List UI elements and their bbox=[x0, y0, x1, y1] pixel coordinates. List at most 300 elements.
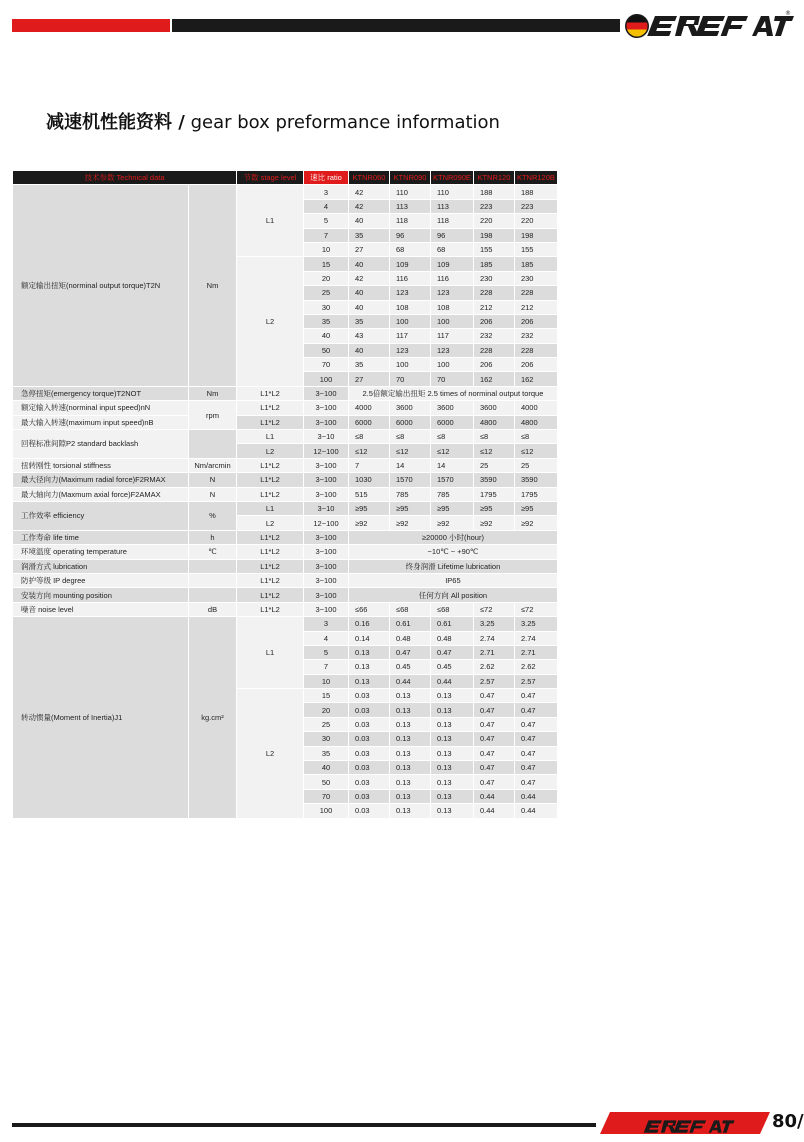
ratio-cell: 50 bbox=[304, 344, 348, 357]
value-cell: 2.62 bbox=[515, 660, 557, 673]
unit-cell: dB bbox=[189, 603, 236, 616]
value-cell: 198 bbox=[474, 229, 514, 242]
header-black-bar bbox=[172, 19, 620, 32]
value-cell: 1795 bbox=[515, 488, 557, 501]
value-cell: ≤12 bbox=[431, 444, 473, 457]
value-cell: ≥92 bbox=[431, 516, 473, 529]
value-cell: 0.13 bbox=[431, 732, 473, 745]
stiffness-label: 扭转刚性 torsional stiffness bbox=[13, 459, 188, 472]
stage-cell: L1*L2 bbox=[237, 459, 303, 472]
ratio-cell: 3~100 bbox=[304, 560, 348, 573]
merged-value-cell: ≥20000 小时(hour) bbox=[349, 531, 557, 544]
value-cell: ≤12 bbox=[390, 444, 430, 457]
value-cell: 0.13 bbox=[390, 703, 430, 716]
header-model: KTNR120B bbox=[515, 171, 557, 184]
value-cell: 0.13 bbox=[431, 790, 473, 803]
ratio-cell: 15 bbox=[304, 257, 348, 270]
value-cell: 70 bbox=[390, 372, 430, 385]
table-row bbox=[13, 416, 557, 429]
value-cell: 3.25 bbox=[474, 617, 514, 630]
value-cell: 42 bbox=[349, 200, 389, 213]
merged-value-cell: IP65 bbox=[349, 574, 557, 587]
value-cell: ≥92 bbox=[515, 516, 557, 529]
header-model: KTNR090 bbox=[390, 171, 430, 184]
value-cell: 123 bbox=[390, 286, 430, 299]
page-title-cn: 减速机性能资料 / bbox=[46, 112, 185, 133]
value-cell: 0.47 bbox=[515, 689, 557, 702]
value-cell: 27 bbox=[349, 243, 389, 256]
value-cell: 185 bbox=[474, 257, 514, 270]
footer-brand-logo bbox=[600, 1112, 770, 1134]
value-cell: 0.03 bbox=[349, 703, 389, 716]
table-row bbox=[13, 531, 557, 544]
value-cell: 100 bbox=[390, 315, 430, 328]
value-cell: 223 bbox=[474, 200, 514, 213]
value-cell: 123 bbox=[431, 286, 473, 299]
value-cell: ≤68 bbox=[390, 603, 430, 616]
footer-black-bar bbox=[12, 1123, 596, 1127]
value-cell: 162 bbox=[474, 372, 514, 385]
value-cell: 35 bbox=[349, 358, 389, 371]
value-cell: 0.13 bbox=[390, 718, 430, 731]
value-cell: 113 bbox=[431, 200, 473, 213]
value-cell: 0.47 bbox=[474, 689, 514, 702]
value-cell: 206 bbox=[515, 315, 557, 328]
value-cell: 42 bbox=[349, 272, 389, 285]
value-cell: 0.44 bbox=[390, 675, 430, 688]
value-cell: 0.13 bbox=[390, 790, 430, 803]
speed-in-label: 额定输入转速(norminal input speed)nN bbox=[13, 401, 188, 414]
stage-cell: L2 bbox=[237, 444, 303, 457]
value-cell: ≤8 bbox=[474, 430, 514, 443]
ratio-cell: 10 bbox=[304, 675, 348, 688]
value-cell: 123 bbox=[431, 344, 473, 357]
value-cell: ≥95 bbox=[515, 502, 557, 515]
value-cell: 7 bbox=[349, 459, 389, 472]
value-cell: 3600 bbox=[390, 401, 430, 414]
ratio-cell: 30 bbox=[304, 301, 348, 314]
value-cell: 223 bbox=[515, 200, 557, 213]
stage-cell: L1 bbox=[237, 617, 303, 688]
value-cell: 0.48 bbox=[390, 632, 430, 645]
unit-cell bbox=[189, 430, 236, 458]
ratio-cell: 5 bbox=[304, 646, 348, 659]
value-cell: 25 bbox=[474, 459, 514, 472]
value-cell: 0.14 bbox=[349, 632, 389, 645]
value-cell: 25 bbox=[515, 459, 557, 472]
value-cell: ≥95 bbox=[349, 502, 389, 515]
value-cell: 188 bbox=[515, 185, 557, 198]
value-cell: 3.25 bbox=[515, 617, 557, 630]
ratio-cell: 25 bbox=[304, 718, 348, 731]
table-row bbox=[13, 473, 557, 486]
value-cell: 110 bbox=[431, 185, 473, 198]
value-cell: ≤8 bbox=[349, 430, 389, 443]
value-cell: 6000 bbox=[349, 416, 389, 429]
value-cell: ≤72 bbox=[474, 603, 514, 616]
page-number: 80/ bbox=[772, 1111, 804, 1132]
merged-value-cell: 2.5倍额定输出扭矩 2.5 times of norminal output torque bbox=[349, 387, 557, 400]
value-cell: 0.13 bbox=[390, 747, 430, 760]
value-cell: 212 bbox=[474, 301, 514, 314]
value-cell: 3590 bbox=[515, 473, 557, 486]
table-row bbox=[13, 488, 557, 501]
value-cell: ≤12 bbox=[515, 444, 557, 457]
header-model: KTNR120 bbox=[474, 171, 514, 184]
ratio-cell: 3 bbox=[304, 617, 348, 630]
ratio-cell: 3~100 bbox=[304, 603, 348, 616]
value-cell: 0.13 bbox=[390, 732, 430, 745]
value-cell: 0.48 bbox=[431, 632, 473, 645]
header-tech: 技术参数 Technical data bbox=[13, 171, 236, 184]
stage-cell: L1*L2 bbox=[237, 488, 303, 501]
value-cell: 100 bbox=[431, 315, 473, 328]
value-cell: 27 bbox=[349, 372, 389, 385]
value-cell: 96 bbox=[390, 229, 430, 242]
value-cell: 1570 bbox=[431, 473, 473, 486]
value-cell: 108 bbox=[390, 301, 430, 314]
page-title bbox=[46, 108, 500, 134]
value-cell: 118 bbox=[431, 214, 473, 227]
value-cell: 0.47 bbox=[474, 732, 514, 745]
value-cell: 4800 bbox=[474, 416, 514, 429]
value-cell: ≥95 bbox=[390, 502, 430, 515]
speed-max-label: 最大输入转速(maximum input speed)nB bbox=[13, 416, 188, 429]
value-cell: 0.47 bbox=[515, 732, 557, 745]
stage-cell: L1 bbox=[237, 185, 303, 256]
value-cell: 4000 bbox=[349, 401, 389, 414]
ratio-cell: 12~100 bbox=[304, 444, 348, 457]
value-cell: 40 bbox=[349, 344, 389, 357]
value-cell: 6000 bbox=[431, 416, 473, 429]
stage-cell: L2 bbox=[237, 689, 303, 818]
unit-cell: % bbox=[189, 502, 236, 530]
value-cell: 0.47 bbox=[515, 775, 557, 788]
value-cell: 0.61 bbox=[390, 617, 430, 630]
value-cell: 0.13 bbox=[431, 689, 473, 702]
ratio-cell: 3~10 bbox=[304, 502, 348, 515]
value-cell: 96 bbox=[431, 229, 473, 242]
value-cell: ≥92 bbox=[349, 516, 389, 529]
value-cell: ≥95 bbox=[474, 502, 514, 515]
stage-cell: L2 bbox=[237, 257, 303, 386]
value-cell: 0.13 bbox=[390, 689, 430, 702]
value-cell: 0.03 bbox=[349, 804, 389, 817]
unit-cell: N bbox=[189, 473, 236, 486]
ratio-cell: 3~100 bbox=[304, 531, 348, 544]
value-cell: ≤8 bbox=[515, 430, 557, 443]
value-cell: 117 bbox=[390, 329, 430, 342]
value-cell: 110 bbox=[390, 185, 430, 198]
unit-cell: ℃ bbox=[189, 545, 236, 558]
ratio-cell: 40 bbox=[304, 329, 348, 342]
header-model: KTNR090E bbox=[431, 171, 473, 184]
value-cell: ≤72 bbox=[515, 603, 557, 616]
value-cell: 35 bbox=[349, 315, 389, 328]
ratio-cell: 3~100 bbox=[304, 488, 348, 501]
value-cell: 43 bbox=[349, 329, 389, 342]
unit-cell: Nm/arcmin bbox=[189, 459, 236, 472]
ratio-cell: 50 bbox=[304, 775, 348, 788]
stage-cell: L1*L2 bbox=[237, 560, 303, 573]
value-cell: 3600 bbox=[474, 401, 514, 414]
value-cell: 42 bbox=[349, 185, 389, 198]
value-cell: 0.03 bbox=[349, 790, 389, 803]
value-cell: ≤68 bbox=[431, 603, 473, 616]
spec-table bbox=[12, 170, 558, 819]
ratio-cell: 20 bbox=[304, 272, 348, 285]
ratio-cell: 3~10 bbox=[304, 430, 348, 443]
value-cell: 1570 bbox=[390, 473, 430, 486]
value-cell: 212 bbox=[515, 301, 557, 314]
value-cell: 117 bbox=[431, 329, 473, 342]
value-cell: 0.44 bbox=[474, 804, 514, 817]
value-cell: 198 bbox=[515, 229, 557, 242]
unit-cell: h bbox=[189, 531, 236, 544]
value-cell: 6000 bbox=[390, 416, 430, 429]
value-cell: 0.47 bbox=[474, 761, 514, 774]
backlash-label: 回程标准间隙P2 standard backlash bbox=[13, 430, 188, 458]
value-cell: 206 bbox=[515, 358, 557, 371]
value-cell: 0.47 bbox=[474, 703, 514, 716]
page-title-en: gear box preformance information bbox=[184, 112, 500, 133]
value-cell: 2.71 bbox=[474, 646, 514, 659]
value-cell: 0.03 bbox=[349, 761, 389, 774]
ratio-cell: 3~100 bbox=[304, 574, 348, 587]
value-cell: 14 bbox=[431, 459, 473, 472]
value-cell: 3590 bbox=[474, 473, 514, 486]
value-cell: 0.13 bbox=[390, 775, 430, 788]
ratio-cell: 3 bbox=[304, 185, 348, 198]
value-cell: 2.74 bbox=[474, 632, 514, 645]
value-cell: 68 bbox=[390, 243, 430, 256]
table-row bbox=[13, 588, 557, 601]
table-row bbox=[13, 502, 557, 515]
value-cell: 0.03 bbox=[349, 718, 389, 731]
ratio-cell: 3~100 bbox=[304, 588, 348, 601]
torque-label: 额定输出扭矩(norminal output torque)T2N bbox=[13, 185, 188, 385]
stage-cell: L1*L2 bbox=[237, 401, 303, 414]
value-cell: 113 bbox=[390, 200, 430, 213]
value-cell: 109 bbox=[431, 257, 473, 270]
value-cell: 785 bbox=[390, 488, 430, 501]
noise-label: 噪音 noise level bbox=[13, 603, 188, 616]
merged-value-cell: 任何方向 All position bbox=[349, 588, 557, 601]
value-cell: 4000 bbox=[515, 401, 557, 414]
value-cell: 188 bbox=[474, 185, 514, 198]
value-cell: 116 bbox=[390, 272, 430, 285]
life-label: 工作寿命 life time bbox=[13, 531, 188, 544]
mount-label: 安装方向 mounting position bbox=[13, 588, 188, 601]
stage-cell: L1*L2 bbox=[237, 574, 303, 587]
ratio-cell: 100 bbox=[304, 372, 348, 385]
value-cell: 4800 bbox=[515, 416, 557, 429]
table-row bbox=[13, 545, 557, 558]
value-cell: 100 bbox=[390, 358, 430, 371]
stage-cell: L1*L2 bbox=[237, 473, 303, 486]
value-cell: ≤66 bbox=[349, 603, 389, 616]
ratio-cell: 70 bbox=[304, 790, 348, 803]
table-row bbox=[13, 401, 557, 414]
svg-text:®: ® bbox=[785, 10, 791, 17]
ratio-cell: 3~100 bbox=[304, 459, 348, 472]
value-cell: 2.62 bbox=[474, 660, 514, 673]
value-cell: 1030 bbox=[349, 473, 389, 486]
value-cell: 0.13 bbox=[390, 761, 430, 774]
ratio-cell: 3~100 bbox=[304, 473, 348, 486]
value-cell: 108 bbox=[431, 301, 473, 314]
ratio-cell: 3~100 bbox=[304, 545, 348, 558]
value-cell: 68 bbox=[431, 243, 473, 256]
header-model: KTNR060 bbox=[349, 171, 389, 184]
value-cell: 2.71 bbox=[515, 646, 557, 659]
inertia-label: 转动惯量(Moment of Inertia)J1 bbox=[13, 617, 188, 817]
value-cell: ≤8 bbox=[431, 430, 473, 443]
value-cell: 0.03 bbox=[349, 732, 389, 745]
value-cell: 109 bbox=[390, 257, 430, 270]
unit-cell bbox=[189, 588, 236, 601]
table-row bbox=[13, 459, 557, 472]
unit-cell: rpm bbox=[189, 401, 236, 429]
stage-cell: L2 bbox=[237, 516, 303, 529]
value-cell: 0.47 bbox=[515, 761, 557, 774]
header-stage: 节数 stage level bbox=[237, 171, 303, 184]
value-cell: 0.13 bbox=[431, 761, 473, 774]
ratio-cell: 70 bbox=[304, 358, 348, 371]
value-cell: 2.57 bbox=[474, 675, 514, 688]
value-cell: 0.13 bbox=[431, 703, 473, 716]
ratio-cell: 10 bbox=[304, 243, 348, 256]
unit-cell: Nm bbox=[189, 387, 236, 400]
value-cell: 0.03 bbox=[349, 775, 389, 788]
value-cell: 228 bbox=[515, 286, 557, 299]
emergency-label: 急停扭矩(emergency torque)T2NOT bbox=[13, 387, 188, 400]
value-cell: 2.57 bbox=[515, 675, 557, 688]
stage-cell: L1*L2 bbox=[237, 588, 303, 601]
value-cell: 35 bbox=[349, 229, 389, 242]
value-cell: 40 bbox=[349, 286, 389, 299]
stage-cell: L1*L2 bbox=[237, 531, 303, 544]
ratio-cell: 35 bbox=[304, 747, 348, 760]
table-row bbox=[13, 574, 557, 587]
stage-cell: L1*L2 bbox=[237, 387, 303, 400]
value-cell: 232 bbox=[515, 329, 557, 342]
ratio-cell: 15 bbox=[304, 689, 348, 702]
value-cell: 785 bbox=[431, 488, 473, 501]
ratio-cell: 4 bbox=[304, 632, 348, 645]
ratio-cell: 7 bbox=[304, 660, 348, 673]
temp-label: 环境温度 operating temperature bbox=[13, 545, 188, 558]
value-cell: 0.47 bbox=[474, 775, 514, 788]
value-cell: 14 bbox=[390, 459, 430, 472]
value-cell: 0.13 bbox=[349, 660, 389, 673]
value-cell: 118 bbox=[390, 214, 430, 227]
unit-cell bbox=[189, 574, 236, 587]
radial-label: 最大径向力(Maximum radial force)F2RMAX bbox=[13, 473, 188, 486]
unit-cell bbox=[189, 560, 236, 573]
table-row bbox=[13, 603, 557, 616]
value-cell: 0.13 bbox=[349, 675, 389, 688]
lube-label: 润滑方式 lubrication bbox=[13, 560, 188, 573]
stage-cell: L1*L2 bbox=[237, 603, 303, 616]
value-cell: 162 bbox=[515, 372, 557, 385]
table-row bbox=[13, 185, 557, 198]
stage-cell: L1 bbox=[237, 502, 303, 515]
value-cell: ≤12 bbox=[474, 444, 514, 457]
value-cell: 0.44 bbox=[515, 804, 557, 817]
properties-section bbox=[13, 387, 557, 616]
ratio-cell: 3~100 bbox=[304, 416, 348, 429]
ratio-cell: 5 bbox=[304, 214, 348, 227]
ratio-cell: 40 bbox=[304, 761, 348, 774]
ratio-cell: 25 bbox=[304, 286, 348, 299]
value-cell: 3600 bbox=[431, 401, 473, 414]
unit-cell: N bbox=[189, 488, 236, 501]
inertia-section bbox=[13, 617, 557, 817]
ratio-cell: 30 bbox=[304, 732, 348, 745]
merged-value-cell: −10℃ ~ +90℃ bbox=[349, 545, 557, 558]
value-cell: 0.13 bbox=[390, 804, 430, 817]
value-cell: ≥92 bbox=[474, 516, 514, 529]
value-cell: 515 bbox=[349, 488, 389, 501]
value-cell: 206 bbox=[474, 315, 514, 328]
value-cell: 70 bbox=[431, 372, 473, 385]
value-cell: 228 bbox=[474, 286, 514, 299]
value-cell: ≤12 bbox=[349, 444, 389, 457]
value-cell: 0.47 bbox=[515, 703, 557, 716]
value-cell: 230 bbox=[515, 272, 557, 285]
torque-unit: Nm bbox=[189, 185, 236, 385]
table-row bbox=[13, 617, 557, 630]
ratio-cell: 35 bbox=[304, 315, 348, 328]
value-cell: 220 bbox=[474, 214, 514, 227]
value-cell: 0.45 bbox=[431, 660, 473, 673]
value-cell: 40 bbox=[349, 301, 389, 314]
table-row bbox=[13, 387, 557, 400]
torque-section bbox=[13, 185, 557, 385]
value-cell: ≥95 bbox=[431, 502, 473, 515]
brand-logo bbox=[622, 9, 794, 45]
value-cell: 0.47 bbox=[390, 646, 430, 659]
value-cell: 0.47 bbox=[474, 718, 514, 731]
value-cell: 232 bbox=[474, 329, 514, 342]
ratio-cell: 3~100 bbox=[304, 401, 348, 414]
value-cell: 0.45 bbox=[390, 660, 430, 673]
header-ratio: 速比 ratio bbox=[304, 171, 348, 184]
stage-cell: L1 bbox=[237, 430, 303, 443]
value-cell: 2.74 bbox=[515, 632, 557, 645]
inertia-unit: kg.cm² bbox=[189, 617, 236, 817]
value-cell: 220 bbox=[515, 214, 557, 227]
ratio-cell: 12~100 bbox=[304, 516, 348, 529]
table-header bbox=[13, 171, 557, 184]
ratio-cell: 7 bbox=[304, 229, 348, 242]
value-cell: 0.47 bbox=[515, 718, 557, 731]
value-cell: 0.13 bbox=[431, 747, 473, 760]
value-cell: 116 bbox=[431, 272, 473, 285]
value-cell: 155 bbox=[474, 243, 514, 256]
stage-cell: L1*L2 bbox=[237, 545, 303, 558]
value-cell: 206 bbox=[474, 358, 514, 371]
value-cell: 0.61 bbox=[431, 617, 473, 630]
value-cell: 0.44 bbox=[515, 790, 557, 803]
value-cell: 228 bbox=[515, 344, 557, 357]
value-cell: 0.13 bbox=[431, 775, 473, 788]
ratio-cell: 20 bbox=[304, 703, 348, 716]
value-cell: 0.44 bbox=[474, 790, 514, 803]
value-cell: ≤8 bbox=[390, 430, 430, 443]
table-row bbox=[13, 430, 557, 443]
